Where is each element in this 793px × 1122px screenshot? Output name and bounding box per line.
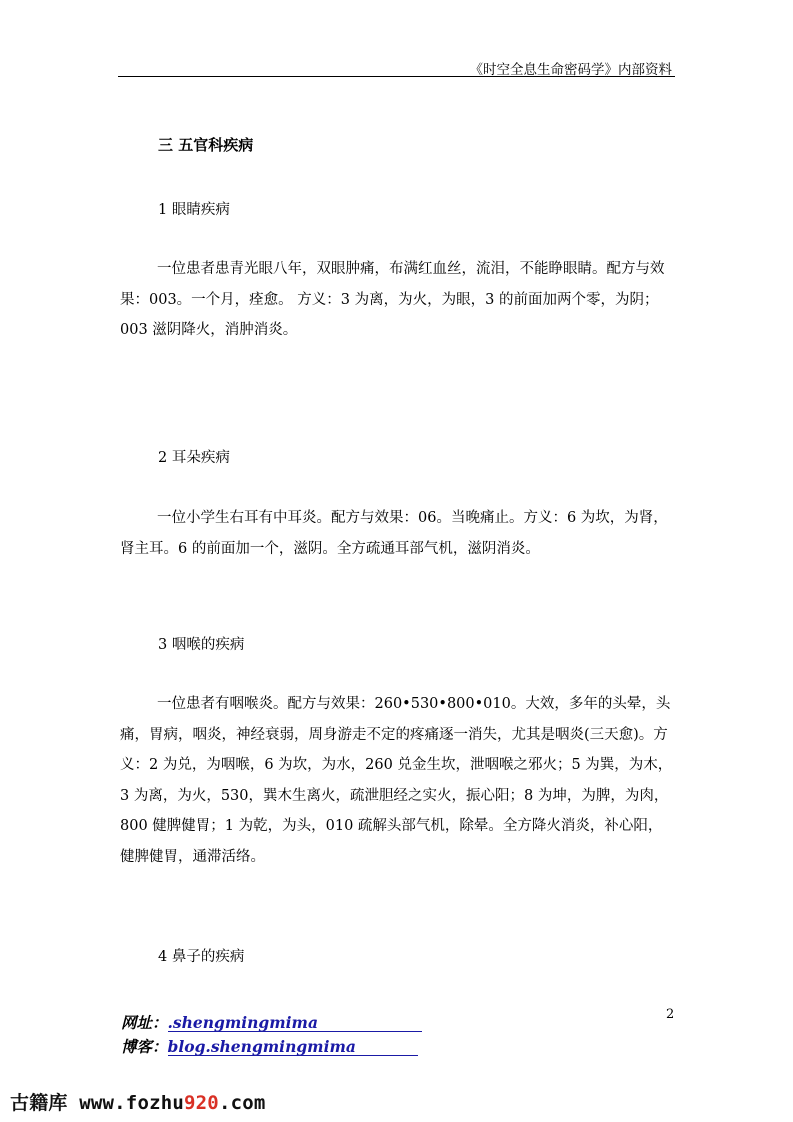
paragraph-text: 一位患者有咽喉炎。配方与效果：260•530•800•010。大效，多年的头晕，头痛，胃病，咽炎，神经衰弱，周身游走不定的疼痛逐一消失，尤其是咽炎(三天愈)。方义：2 为兑，为咽喉，6 为坎，为水，260 兑金生坎，泄咽喉之邪火；5 为巽，为木，3 为离，为火，530，巽木生离火，疏泄胆经之实火，振心阳；8 为坤，为脾，为肉，800 健脾健胃；1 为乾，为头，010 疏解头部气机，除晕。全方降火消炎，补心阳，健脾健胃，通滞活络。 (120, 696, 673, 865)
website-link[interactable]: .shengmingmima (168, 1015, 422, 1032)
header-title: 《时空全息生命密码学》内部资料 (469, 62, 672, 78)
footer-blog (121, 1035, 418, 1057)
website-label: 网址： (121, 1013, 168, 1032)
paragraph-eyes (120, 254, 676, 346)
page-number: 2 (666, 1007, 675, 1022)
subsection-heading-ears: 2 耳朵疾病 (158, 450, 230, 466)
footer-website (121, 1011, 422, 1033)
watermark-url-highlight: 920 (184, 1092, 219, 1114)
paragraph-text: 一位患者患青光眼八年，双眼肿痛，布满红血丝，流泪，不能睁眼睛。配方与效果：003。一个月，痊愈。 方义：3 为离，为火，为眼，3 的前面加两个零，为阴；003 滋阴降火，消肿消炎。 (120, 261, 665, 338)
watermark-url-suffix: .com (218, 1092, 266, 1114)
section-title: 三 五官科疾病 (158, 136, 254, 154)
paragraph-text: 一位小学生右耳有中耳炎。配方与效果：06。当晚痛止。方义：6 为坎，为肾，肾主耳。6 的前面加一个，滋阴。全方疏通耳部气机，滋阴消炎。 (120, 510, 668, 557)
paragraph-throat (120, 689, 676, 872)
blog-link[interactable]: blog.shengmingmima (168, 1039, 418, 1056)
header-rule (118, 76, 675, 77)
subsection-heading-eyes: 1 眼睛疾病 (158, 202, 230, 218)
paragraph-ears (120, 503, 676, 564)
blog-label: 博客： (121, 1037, 168, 1056)
subsection-heading-throat: 3 咽喉的疾病 (158, 637, 245, 653)
watermark (10, 1088, 266, 1115)
subsection-heading-nose: 4 鼻子的疾病 (158, 949, 245, 965)
watermark-url-prefix: www.fozhu (79, 1092, 185, 1114)
watermark-brand: 古籍库 (10, 1092, 68, 1114)
